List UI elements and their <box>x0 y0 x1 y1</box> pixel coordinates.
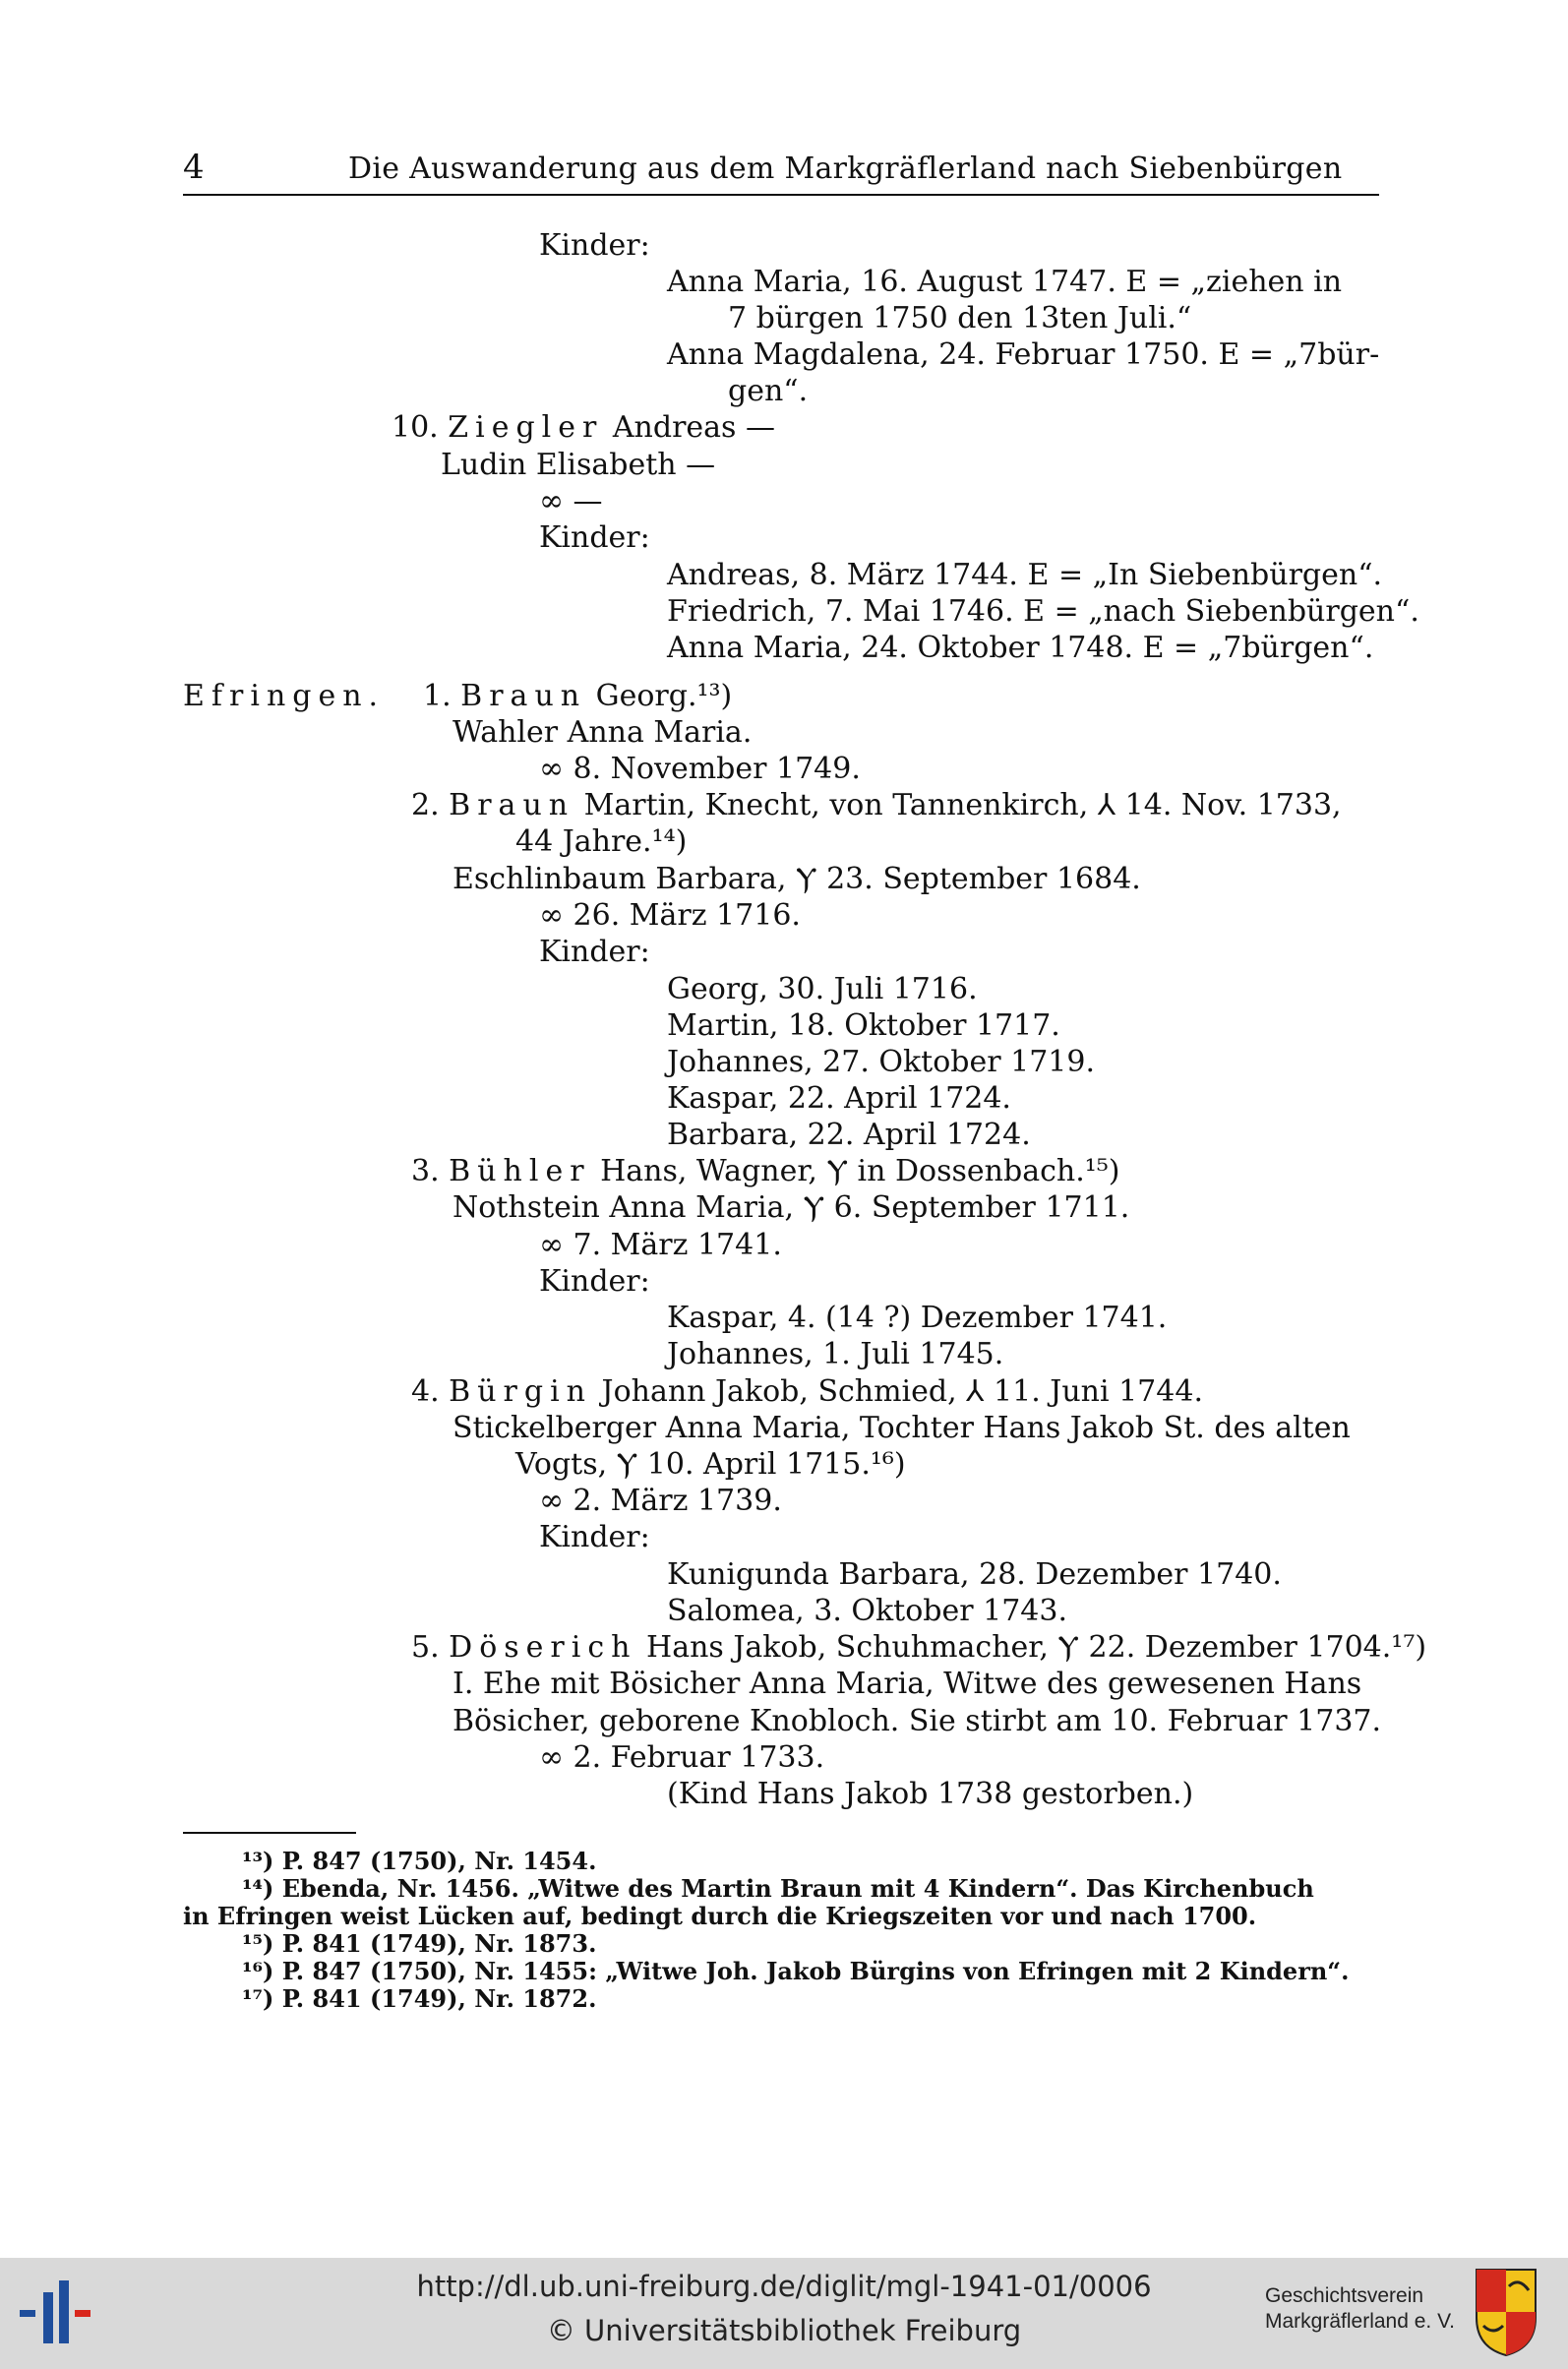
text-line: 10. Ziegler Andreas — <box>392 410 775 445</box>
text-line: Kaspar, 22. April 1724. <box>667 1081 1011 1116</box>
running-title: Die Auswanderung aus dem Markgräflerland nach Siebenbürgen <box>348 152 1343 186</box>
permalink-url[interactable]: http://dl.ub.uni-freiburg.de/diglit/mgl-1941-01/0006 <box>416 2270 1152 2303</box>
footnote-line: ¹³) P. 847 (1750), Nr. 1454. <box>242 1847 597 1875</box>
text-line: Martin, 18. Oktober 1717. <box>667 1008 1060 1043</box>
text-line: Nothstein Anna Maria, Ⲩ 6. September 1711. <box>452 1190 1130 1225</box>
spaced-name: Bühler <box>449 1154 591 1188</box>
spaced-name: Braun <box>460 679 587 713</box>
society-line-1: Geschichtsverein <box>1265 2284 1424 2307</box>
text-line: ∞ 2. März 1739. <box>539 1484 782 1518</box>
text-line: Johannes, 27. Oktober 1719. <box>667 1045 1096 1079</box>
text-line: Bösicher, geborene Knobloch. Sie stirbt am 10. Februar 1737. <box>452 1704 1382 1738</box>
text-line: I. Ehe mit Bösicher Anna Maria, Witwe des gewesenen Hans <box>452 1667 1362 1701</box>
society-crest-icon <box>1474 2267 1538 2357</box>
spaced-name: Ziegler <box>448 410 604 445</box>
text-line: Barbara, 22. April 1724. <box>667 1118 1031 1152</box>
text-line: Vogts, Ⲩ 10. April 1715.¹⁶) <box>515 1447 906 1482</box>
text-line: Anna Magdalena, 24. Februar 1750. E = „7bür- <box>667 337 1380 372</box>
text-line: Kinder: <box>539 1264 650 1299</box>
footnote-line: in Efringen weist Lücken auf, bedingt durch die Kriegszeiten vor und nach 1700. <box>183 1902 1257 1930</box>
society-line-2: Markgräflerland e. V. <box>1265 2310 1455 2333</box>
text-line <box>183 679 385 714</box>
text-line: ∞ 2. Februar 1733. <box>539 1740 825 1775</box>
header-rule <box>183 194 1379 196</box>
text-line: Johannes, 1. Juli 1745. <box>667 1337 1004 1371</box>
spaced-name: Bürgin <box>449 1374 592 1409</box>
footnote-line: ¹⁵) P. 841 (1749), Nr. 1873. <box>242 1929 597 1958</box>
text-line: Stickelberger Anna Maria, Tochter Hans Jakob St. des alten <box>452 1411 1351 1445</box>
footnote-separator <box>183 1832 356 1834</box>
text-line: 5. Döserich Hans Jakob, Schuhmacher, Ⲩ 22. Dezember 1704.¹⁷) <box>411 1630 1427 1665</box>
page-number: 4 <box>183 148 205 187</box>
text-line: Georg, 30. Juli 1716. <box>667 972 978 1006</box>
text-line: Kaspar, 4. (14 ?) Dezember 1741. <box>667 1301 1168 1335</box>
text-line: (Kind Hans Jakob 1738 gestorben.) <box>667 1777 1194 1811</box>
text-line: Anna Maria, 16. August 1747. E = „ziehen in <box>667 265 1343 299</box>
text-line: 4. Bürgin Johann Jakob, Schmied, ⅄ 11. Juni 1744. <box>411 1374 1203 1409</box>
text-line: ∞ 26. März 1716. <box>539 898 801 933</box>
text-line: Kinder: <box>539 935 650 969</box>
text-line: Ludin Elisabeth — <box>441 448 716 482</box>
running-header <box>183 148 1379 191</box>
text-line: 44 Jahre.¹⁴) <box>515 824 688 859</box>
spaced-name: Döserich <box>449 1630 637 1665</box>
text-line: 1. Braun Georg.¹³) <box>423 679 733 713</box>
text-line: 2. Braun Martin, Knecht, von Tannenkirch, ⅄ 14. Nov. 1733, <box>411 788 1342 822</box>
spaced-name: Braun <box>449 788 575 822</box>
society-name <box>1265 2283 1455 2335</box>
copyright-notice: © Universitätsbibliothek Freiburg <box>546 2314 1022 2347</box>
text-line: Wahler Anna Maria. <box>452 715 753 750</box>
text-line: Eschlinbaum Barbara, Ⲩ 23. September 1684. <box>452 862 1141 896</box>
text-line: Kinder: <box>539 1520 650 1554</box>
text-line: ∞ 8. November 1749. <box>539 752 861 786</box>
footnote-line: ¹⁶) P. 847 (1750), Nr. 1455: „Witwe Joh. Jakob Bürgins von Efringen mit 2 Kindern“. <box>242 1957 1350 1985</box>
text-line: 3. Bühler Hans, Wagner, Ⲩ in Dossenbach.¹⁵) <box>411 1154 1120 1188</box>
text-line: 7 bürgen 1750 den 13ten Juli.“ <box>728 301 1192 335</box>
text-line: Anna Maria, 24. Oktober 1748. E = „7bürgen“. <box>667 631 1374 665</box>
footnote-line: ¹⁴) Ebenda, Nr. 1456. „Witwe des Martin Braun mit 4 Kindern“. Das Kirchenbuch <box>242 1874 1314 1903</box>
text-line: gen“. <box>728 374 809 408</box>
spaced-name: Efringen. <box>183 679 386 713</box>
text-line: Kunigunda Barbara, 28. Dezember 1740. <box>667 1557 1282 1592</box>
text-line: Salomea, 3. Oktober 1743. <box>667 1594 1068 1628</box>
text-line: Kinder: <box>539 228 650 263</box>
text-line: Kinder: <box>539 520 650 555</box>
text-line: Andreas, 8. März 1744. E = „In Siebenbürgen“. <box>667 558 1383 592</box>
text-line: ∞ 7. März 1741. <box>539 1228 782 1262</box>
text-line: ∞ — <box>539 484 603 518</box>
text-line: Friedrich, 7. Mai 1746. E = „nach Siebenbürgen“. <box>667 594 1419 629</box>
footnote-line: ¹⁷) P. 841 (1749), Nr. 1872. <box>242 1984 597 2013</box>
